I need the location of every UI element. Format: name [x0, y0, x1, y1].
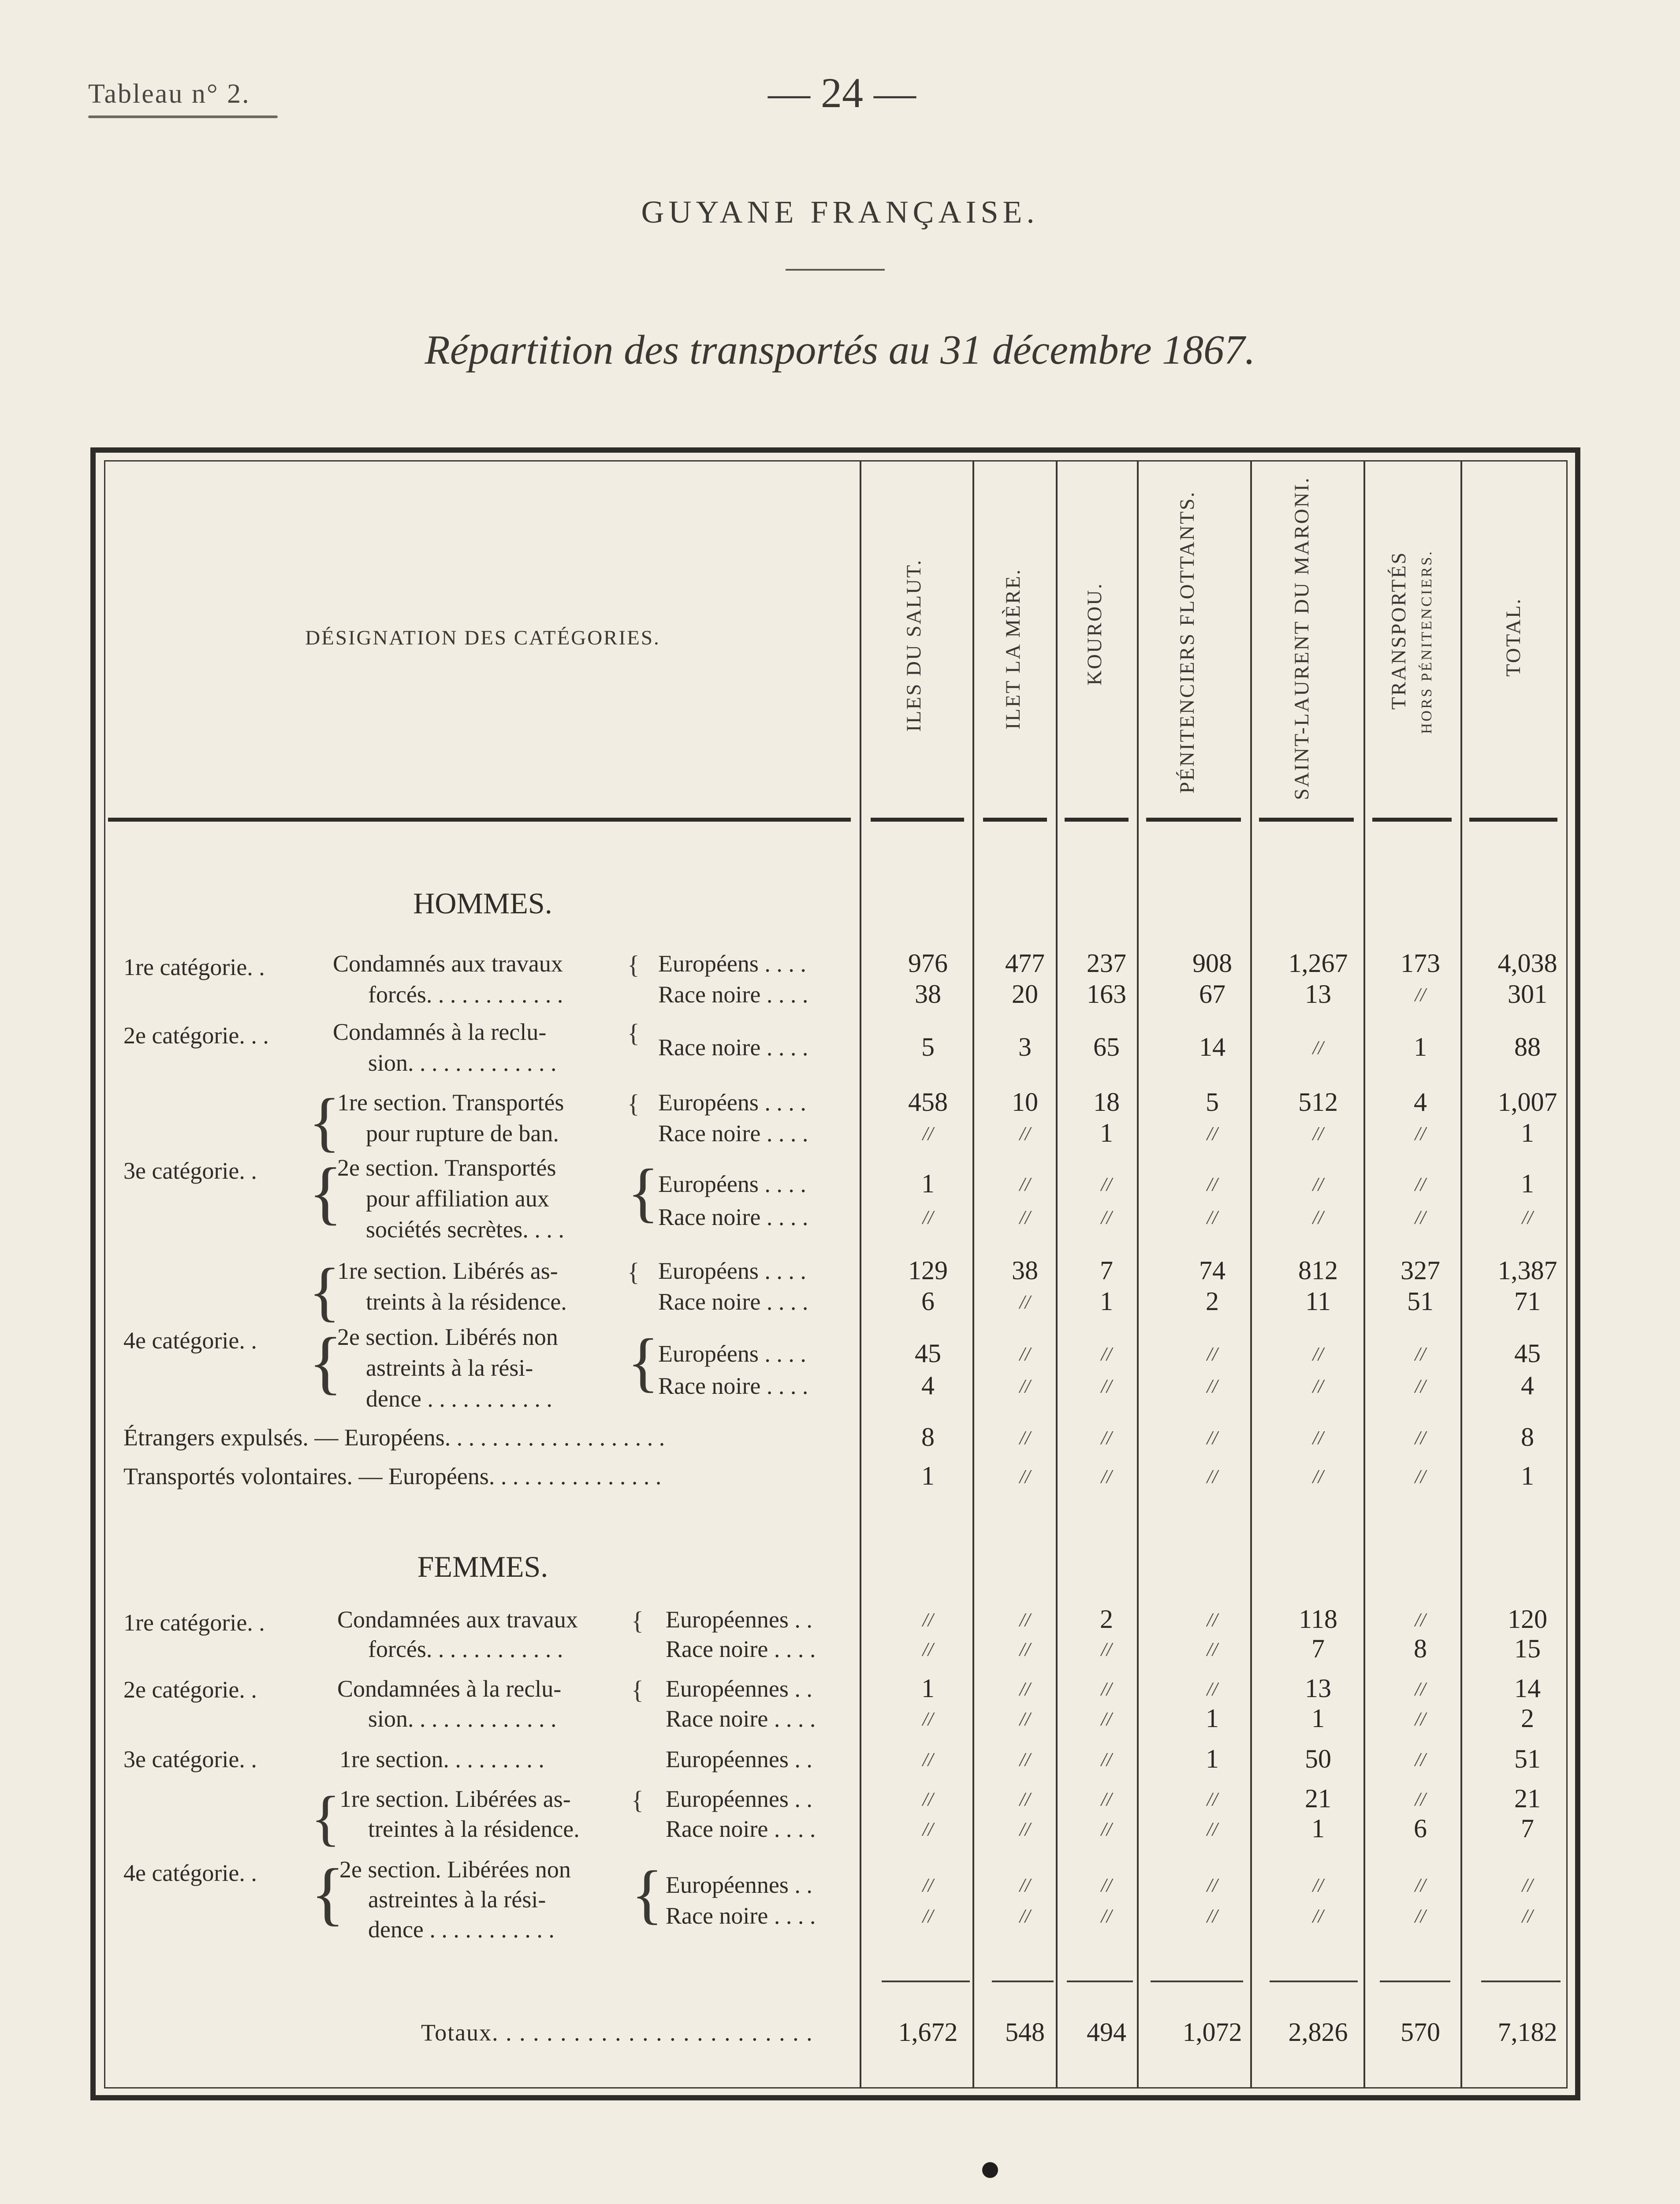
value-cell: 4	[1414, 1087, 1427, 1117]
column-header-total: TOTAL.	[1502, 597, 1525, 677]
value-cell: //	[1522, 1905, 1533, 1927]
value-cell: //	[922, 1905, 934, 1927]
value-cell: //	[1101, 1466, 1112, 1487]
tableau-underline	[88, 115, 278, 118]
value-cell: //	[1415, 1123, 1426, 1144]
value-cell: //	[1312, 1173, 1324, 1195]
value-cell: //	[1207, 1466, 1218, 1487]
value-cell: //	[1312, 1466, 1324, 1487]
value-cell: 21	[1514, 1784, 1541, 1813]
race-label: Européens . . . .	[658, 1340, 806, 1367]
value-cell: //	[1101, 1427, 1112, 1448]
value-cell: //	[1207, 1638, 1218, 1660]
race-label: Européennes . .	[666, 1872, 812, 1898]
h-cat1-desc: Condamnés aux travaux	[333, 950, 563, 977]
value-cell: //	[1207, 1173, 1218, 1195]
value-cell: //	[1207, 1818, 1218, 1840]
value-cell: 237	[1087, 949, 1126, 978]
value-cell: 88	[1514, 1032, 1541, 1061]
value-cell: 2	[1206, 1287, 1219, 1316]
totals-rule	[1380, 1981, 1450, 1982]
column-header-transportes: TRANSPORTÉS	[1387, 551, 1410, 710]
brace: {	[631, 1858, 663, 1931]
brace: {	[627, 1019, 640, 1047]
brace: {	[627, 1156, 659, 1229]
value-cell: 7	[1521, 1814, 1534, 1843]
tableau-number: Tableau n° 2.	[88, 79, 250, 109]
value-cell: 4	[921, 1371, 935, 1400]
totals-rule	[1151, 1981, 1243, 1982]
value-cell: 67	[1199, 979, 1226, 1009]
value-cell: //	[1207, 1427, 1218, 1448]
brace: {	[631, 1606, 644, 1635]
value-cell: //	[1019, 1638, 1031, 1660]
value-cell: //	[1101, 1905, 1112, 1927]
header-rule	[983, 818, 1047, 822]
header-rule	[1259, 818, 1354, 822]
value-cell: //	[922, 1874, 934, 1896]
value-cell: //	[1101, 1788, 1112, 1810]
value-cell: 512	[1298, 1087, 1338, 1117]
f-cat1-desc: forcés. . . . . . . . . . . .	[368, 1636, 563, 1662]
value-cell: 51	[1514, 1744, 1541, 1773]
value-cell: 3	[1018, 1032, 1032, 1061]
value-cell: 21	[1305, 1784, 1331, 1813]
value-cell: //	[1415, 1466, 1426, 1487]
race-label: Européennes . .	[666, 1675, 812, 1702]
value-cell: 7	[1100, 1256, 1113, 1285]
value-cell: //	[1312, 1874, 1324, 1896]
value-cell: //	[1312, 1343, 1324, 1365]
h-cat2-desc: sion. . . . . . . . . . . . .	[368, 1050, 557, 1076]
value-cell: 129	[908, 1256, 948, 1285]
header-rule	[1065, 818, 1129, 822]
title-rule	[786, 269, 885, 271]
total-cell: 2,826	[1288, 2018, 1348, 2047]
race-label: Européennes . .	[666, 1606, 812, 1633]
value-cell: //	[1101, 1678, 1112, 1700]
value-cell: 1	[1206, 1744, 1219, 1773]
h-cat3-s2: sociétés secrètes. . . .	[366, 1216, 564, 1243]
value-cell: 65	[1093, 1032, 1120, 1061]
h-cat3-s1: 1re section. Transportés	[337, 1089, 564, 1116]
h-cat2-desc: Condamnés à la reclu-	[333, 1019, 547, 1045]
value-cell: 6	[1414, 1814, 1427, 1843]
value-cell: //	[1207, 1123, 1218, 1144]
value-cell: //	[1207, 1788, 1218, 1810]
value-cell: //	[1101, 1638, 1112, 1660]
f-cat4-s1: treintes à la résidence.	[368, 1816, 580, 1842]
value-cell: 18	[1093, 1087, 1120, 1117]
region-title: GUYANE FRANÇAISE.	[641, 194, 1039, 230]
value-cell: //	[922, 1749, 934, 1770]
value-cell: //	[1207, 1678, 1218, 1700]
value-cell: 7	[1311, 1634, 1325, 1663]
h-cat4-s2: 2e section. Libérés non	[337, 1324, 558, 1350]
value-cell: //	[1312, 1905, 1324, 1927]
value-cell: 1	[1521, 1461, 1534, 1490]
totals-label: Totaux. . . . . . . . . . . . . . . . . . . . . . . .	[421, 2019, 813, 2046]
value-cell: //	[1312, 1206, 1324, 1228]
value-cell: 1	[1521, 1118, 1534, 1147]
value-cell: 11	[1305, 1287, 1331, 1316]
header-rule	[1146, 818, 1241, 822]
value-cell: //	[1312, 1123, 1324, 1144]
value-cell: //	[1415, 1708, 1426, 1730]
section-title-hommes: HOMMES.	[413, 886, 552, 920]
value-cell: 1	[1521, 1169, 1534, 1198]
race-label: Race noire . . . .	[658, 1204, 808, 1230]
value-cell: 5	[1206, 1087, 1219, 1117]
race-label: Européens . . . .	[658, 1171, 806, 1197]
race-label: Race noire . . . .	[666, 1816, 816, 1842]
h-cat4-s1: treints à la résidence.	[366, 1288, 567, 1315]
value-cell: 51	[1407, 1287, 1434, 1316]
value-cell: //	[922, 1206, 934, 1228]
value-cell: //	[922, 1609, 934, 1631]
f-cat1-desc: Condamnées aux travaux	[337, 1606, 578, 1633]
value-cell: //	[1415, 1749, 1426, 1770]
section-title-femmes: FEMMES.	[417, 1550, 548, 1583]
column-header-kourou: KOUROU.	[1083, 582, 1106, 685]
h-cat2-label: 2e catégorie. . .	[123, 1022, 269, 1049]
h-cat3-s1: pour rupture de ban.	[366, 1120, 559, 1147]
table-subtitle: Répartition des transportés au 31 décembre 1867.	[425, 327, 1255, 373]
value-cell: //	[1019, 1466, 1031, 1487]
total-cell: 7,182	[1497, 2018, 1557, 2047]
race-label: Race noire . . . .	[658, 1288, 808, 1315]
totals-rule	[1481, 1981, 1561, 1982]
value-cell: //	[1019, 1291, 1031, 1313]
value-cell: 14	[1514, 1674, 1541, 1703]
f-cat2-label: 2e catégorie. .	[123, 1676, 257, 1703]
value-cell: //	[1101, 1874, 1112, 1896]
f-cat2-desc: Condamnées à la reclu-	[337, 1675, 562, 1702]
column-header-penitenciers-flottants: PÉNITENCIERS FLOTTANTS.	[1176, 491, 1199, 793]
value-cell: 118	[1299, 1605, 1337, 1634]
f-cat3-desc: 1re section. . . . . . . . .	[339, 1746, 544, 1772]
brace: {	[311, 1784, 341, 1852]
header-rule	[108, 818, 851, 822]
value-cell: //	[1019, 1788, 1031, 1810]
value-cell: //	[1415, 1427, 1426, 1448]
value-cell: //	[1415, 1173, 1426, 1195]
value-cell: //	[922, 1708, 934, 1730]
value-cell: //	[1207, 1609, 1218, 1631]
value-cell: //	[1312, 1037, 1324, 1058]
totals-rule	[882, 1981, 970, 1982]
race-label: Européens . . . .	[658, 1089, 806, 1116]
value-cell: 45	[915, 1339, 941, 1368]
value-cell: 50	[1305, 1744, 1331, 1773]
total-cell: 570	[1401, 2018, 1440, 2047]
column-divider	[860, 462, 861, 2087]
value-cell: //	[1522, 1874, 1533, 1896]
brace: {	[311, 1854, 345, 1932]
value-cell: 14	[1199, 1032, 1226, 1061]
value-cell: 4,038	[1497, 949, 1557, 978]
value-cell: 976	[908, 949, 948, 978]
value-cell: //	[1415, 1788, 1426, 1810]
value-cell: //	[1101, 1708, 1112, 1730]
value-cell: //	[1019, 1427, 1031, 1448]
h-cat4-label: 4e catégorie. .	[123, 1327, 257, 1354]
value-cell: //	[1415, 1609, 1426, 1631]
value-cell: //	[922, 1123, 934, 1144]
race-label: Race noire . . . .	[666, 1705, 816, 1732]
value-cell: 5	[921, 1032, 935, 1061]
value-cell: //	[1019, 1749, 1031, 1770]
value-cell: //	[1415, 1905, 1426, 1927]
value-cell: //	[1101, 1343, 1112, 1365]
header-rule	[871, 818, 964, 822]
value-cell: //	[1019, 1874, 1031, 1896]
race-label: Race noire . . . .	[658, 1373, 808, 1399]
h-cat3-s2: 2e section. Transportés	[337, 1154, 556, 1181]
value-cell: //	[922, 1818, 934, 1840]
value-cell: 74	[1199, 1256, 1226, 1285]
total-cell: 1,672	[898, 2018, 958, 2047]
brace: {	[631, 1786, 644, 1814]
totals-rule	[1270, 1981, 1358, 1982]
value-cell: 163	[1087, 979, 1126, 1009]
total-cell: 494	[1087, 2018, 1126, 2047]
value-cell: 8	[921, 1422, 935, 1452]
f-cat4-s2: 2e section. Libérées non	[339, 1856, 571, 1883]
value-cell: //	[1415, 1206, 1426, 1228]
race-label: Européens . . . .	[658, 950, 806, 977]
value-cell: //	[1101, 1375, 1112, 1397]
column-header-saint-laurent: SAINT-LAURENT DU MARONI.	[1290, 477, 1313, 800]
value-cell: 173	[1401, 949, 1440, 978]
f-cat3-label: 3e catégorie. .	[123, 1746, 257, 1772]
brace: {	[627, 1325, 659, 1399]
value-cell: 8	[1521, 1422, 1534, 1452]
brace: {	[631, 1675, 644, 1704]
value-cell: //	[1019, 1375, 1031, 1397]
f-cat4-s2: astreintes à la rési-	[368, 1886, 546, 1913]
value-cell: 1,387	[1497, 1256, 1557, 1285]
value-cell: 1	[1311, 1704, 1325, 1733]
value-cell: 120	[1508, 1605, 1547, 1634]
value-cell: 327	[1401, 1256, 1440, 1285]
column-header-ilet-la-mere: ILET LA MÈRE.	[1002, 568, 1024, 730]
volontaires-row-label: Transportés volontaires. — Européens. . . . . . . . . . . . . . .	[123, 1463, 662, 1489]
value-cell: 15	[1514, 1634, 1541, 1663]
value-cell: 1	[1311, 1814, 1325, 1843]
brace: {	[627, 1089, 640, 1118]
value-cell: 1,267	[1288, 949, 1348, 978]
value-cell: 1	[1100, 1118, 1113, 1147]
value-cell: 2	[1100, 1605, 1113, 1634]
value-cell: //	[1019, 1609, 1031, 1631]
h-cat3-label: 3e catégorie. .	[123, 1158, 257, 1184]
value-cell: 45	[1514, 1339, 1541, 1368]
column-header-iles-du-salut: ILES DU SALUT.	[902, 558, 925, 732]
header-rule	[1469, 818, 1557, 822]
value-cell: 13	[1305, 979, 1331, 1009]
value-cell: 13	[1305, 1674, 1331, 1703]
race-label: Race noire . . . .	[658, 1034, 808, 1061]
value-cell: //	[1207, 1206, 1218, 1228]
value-cell: 1	[1414, 1032, 1427, 1061]
total-cell: 1,072	[1182, 2018, 1242, 2047]
value-cell: //	[1312, 1375, 1324, 1397]
h-cat4-s2: astreints à la rési-	[366, 1355, 533, 1381]
value-cell: //	[1101, 1749, 1112, 1770]
value-cell: //	[1019, 1678, 1031, 1700]
f-cat1-label: 1re catégorie. .	[123, 1609, 265, 1636]
value-cell: 38	[915, 979, 941, 1009]
value-cell: //	[1415, 1874, 1426, 1896]
value-cell: //	[1207, 1343, 1218, 1365]
etrangers-row-label: Étrangers expulsés. — Européens. . . . . . . . . . . . . . . . . . .	[123, 1424, 665, 1451]
value-cell: 2	[1521, 1704, 1534, 1733]
value-cell: //	[1019, 1123, 1031, 1144]
value-cell: 20	[1012, 979, 1038, 1009]
brace: {	[627, 950, 640, 979]
value-cell: 908	[1192, 949, 1232, 978]
value-cell: //	[1312, 1427, 1324, 1448]
value-cell: 38	[1012, 1256, 1038, 1285]
value-cell: //	[1101, 1818, 1112, 1840]
brace: {	[627, 1258, 640, 1286]
value-cell: 1	[921, 1461, 935, 1490]
value-cell: 1	[921, 1169, 935, 1198]
value-cell: //	[1019, 1343, 1031, 1365]
value-cell: //	[1019, 1708, 1031, 1730]
f-cat4-label: 4e catégorie. .	[123, 1860, 257, 1886]
value-cell: //	[1207, 1874, 1218, 1896]
value-cell: 477	[1005, 949, 1045, 978]
race-label: Race noire . . . .	[658, 981, 808, 1008]
totals-rule	[1067, 1981, 1133, 1982]
brace: {	[309, 1085, 340, 1158]
f-cat4-s2: dence . . . . . . . . . . .	[368, 1916, 555, 1943]
value-cell: //	[1019, 1818, 1031, 1840]
value-cell: //	[1101, 1173, 1112, 1195]
ink-dot	[982, 2162, 998, 2178]
value-cell: //	[1019, 1206, 1031, 1228]
f-cat4-s1: 1re section. Libérées as-	[339, 1786, 571, 1812]
race-label: Race noire . . . .	[666, 1902, 816, 1929]
f-cat2-desc: sion. . . . . . . . . . . . .	[368, 1705, 557, 1732]
value-cell: //	[1019, 1173, 1031, 1195]
value-cell: //	[1415, 1678, 1426, 1700]
race-label: Européennes . .	[666, 1786, 812, 1812]
value-cell: 6	[921, 1287, 935, 1316]
value-cell: 458	[908, 1087, 948, 1117]
value-cell: 1	[921, 1674, 935, 1703]
value-cell: //	[922, 1638, 934, 1660]
value-cell: 71	[1514, 1287, 1541, 1316]
h-cat1-label: 1re catégorie. .	[123, 954, 265, 980]
value-cell: 301	[1508, 979, 1547, 1009]
value-cell: //	[1415, 1343, 1426, 1365]
value-cell: 812	[1298, 1256, 1338, 1285]
brace: {	[309, 1255, 340, 1328]
value-cell: 8	[1414, 1634, 1427, 1663]
header-rule	[1372, 818, 1452, 822]
value-cell: 4	[1521, 1371, 1534, 1400]
race-label: Race noire . . . .	[666, 1636, 816, 1662]
designation-header: DÉSIGNATION DES CATÉGORIES.	[305, 626, 660, 649]
value-cell: 1	[1100, 1287, 1113, 1316]
value-cell: //	[1415, 1375, 1426, 1397]
column-subheader-hors-penitenciers: HORS PÉNITENCIERS.	[1419, 550, 1435, 734]
value-cell: 10	[1012, 1087, 1038, 1117]
total-cell: 548	[1005, 2018, 1045, 2047]
value-cell: //	[1019, 1905, 1031, 1927]
value-cell: //	[922, 1788, 934, 1810]
value-cell: //	[1207, 1375, 1218, 1397]
race-label: Européennes . .	[666, 1746, 812, 1772]
value-cell: 1	[1206, 1704, 1219, 1733]
h-cat4-s2: dence . . . . . . . . . . .	[366, 1385, 552, 1412]
value-cell: //	[1522, 1206, 1533, 1228]
value-cell: 1,007	[1497, 1087, 1557, 1117]
h-cat1-desc: forcés. . . . . . . . . . . .	[368, 981, 563, 1008]
h-cat3-s2: pour affiliation aux	[366, 1185, 549, 1212]
totals-rule	[992, 1981, 1054, 1982]
race-label: Race noire . . . .	[658, 1120, 808, 1147]
page-number: — 24 —	[768, 69, 916, 116]
h-cat4-s1: 1re section. Libérés as-	[337, 1258, 558, 1284]
value-cell: //	[1101, 1206, 1112, 1228]
value-cell: //	[1207, 1905, 1218, 1927]
brace: {	[309, 1153, 343, 1232]
value-cell: //	[1415, 984, 1426, 1005]
race-label: Européens . . . .	[658, 1258, 806, 1284]
brace: {	[309, 1323, 343, 1401]
